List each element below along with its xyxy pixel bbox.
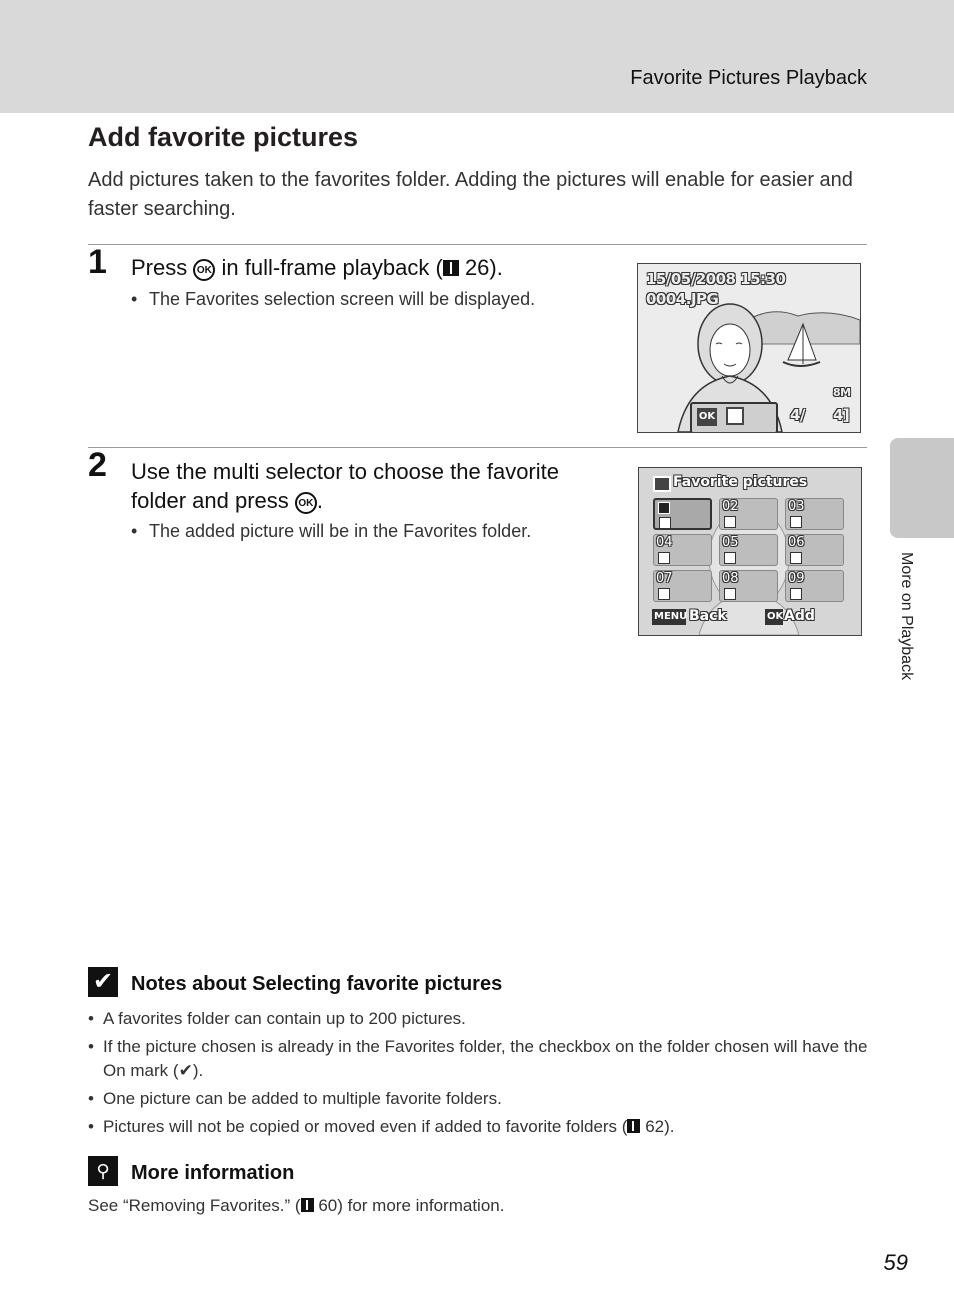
folder-tile-04[interactable] xyxy=(653,534,712,566)
frame-counter-current: 4/ xyxy=(790,406,805,424)
notes-title: Notes about Selecting favorite pictures xyxy=(131,973,503,995)
note-bullet-text xyxy=(103,1115,868,1139)
folder-number: 04 xyxy=(656,535,673,550)
more-info-ref-page: 60 xyxy=(318,1196,338,1215)
more-info-text xyxy=(88,1196,504,1216)
step-2-text-line2: folder and press xyxy=(131,488,289,513)
folder-number: 08 xyxy=(722,571,739,586)
folder-checkbox xyxy=(659,517,671,529)
note-bullet: • Pictures will not be copied or moved even if added to favorite folders ( 62). xyxy=(88,1115,868,1139)
folder-checkbox xyxy=(724,552,736,564)
folder-tile-08[interactable] xyxy=(719,570,778,602)
book-reference-icon xyxy=(301,1198,314,1212)
folder-tile-03[interactable] xyxy=(785,498,844,530)
note-bullet-text: One picture can be added to multiple favorite folders. xyxy=(103,1089,502,1108)
folder-number: 05 xyxy=(722,535,739,550)
folder-number: 06 xyxy=(788,535,805,550)
folder-tile-07[interactable] xyxy=(653,570,712,602)
screen-title: Favorite pictures xyxy=(673,474,808,490)
folder-checkbox xyxy=(790,588,802,600)
book-reference-icon xyxy=(443,260,459,276)
playback-screen xyxy=(637,263,861,433)
note-bullet-text xyxy=(103,1035,868,1083)
step-1-text-after: ). xyxy=(489,255,503,280)
note-bullet: • If the picture chosen is already in the Favorites folder, the checkbox on the folder chosen will have the On mark (✔). xyxy=(88,1035,868,1083)
note-bullet-text: A favorites folder can contain up to 200 pictures. xyxy=(103,1009,466,1028)
folder-tile-06[interactable] xyxy=(785,534,844,566)
divider xyxy=(88,447,867,448)
note-bullet-4-suffix: ). xyxy=(664,1117,675,1136)
folder-checkbox xyxy=(658,588,670,600)
folder-checkbox xyxy=(724,588,736,600)
folder-tile-02[interactable] xyxy=(719,498,778,530)
filename: 0004.JPG xyxy=(646,290,719,308)
magnifier-icon: ⚲ xyxy=(88,1156,118,1186)
step-1-ref-page: 26 xyxy=(464,255,490,280)
step-2-number: 2 xyxy=(88,446,107,484)
favorites-screen xyxy=(638,467,862,636)
folder-checkbox xyxy=(658,552,670,564)
step-2-bullet-text: The added picture will be in the Favorites folder. xyxy=(149,521,532,541)
folder-number: 02 xyxy=(722,499,739,514)
step-2-text-after: . xyxy=(316,488,324,513)
folder-tile-01[interactable] xyxy=(653,498,712,530)
step-1-text xyxy=(131,253,503,282)
checkmark-icon: ✔ xyxy=(178,1061,193,1080)
back-label: Back xyxy=(689,608,727,624)
ok-button-icon: OK xyxy=(193,259,215,281)
selected-marker-icon xyxy=(658,502,670,514)
intro-paragraph: Add pictures taken to the favorites folder. Adding the pictures will enable for easier and faster searching. xyxy=(88,169,853,220)
more-info-text-after: ) for more information. xyxy=(337,1196,505,1215)
ok-badge: OK xyxy=(765,609,783,625)
folder-checkbox xyxy=(790,516,802,528)
step-2-text-line1: Use the multi selector to choose the favorite xyxy=(131,459,559,484)
step-2-bullet: • The added picture will be in the Favorites folder. xyxy=(131,521,532,541)
step-1-bullet: • The Favorites selection screen will be displayed. xyxy=(131,289,536,309)
checkmark-icon: ✔ xyxy=(88,967,118,997)
ok-favorite-guide xyxy=(690,402,778,433)
step-1-text-before: Press xyxy=(131,255,188,280)
folder-tile-09[interactable] xyxy=(785,570,844,602)
folder-checkbox xyxy=(790,552,802,564)
note-bullet-4-text: Pictures will not be copied or moved even if added to favorite folders ( xyxy=(103,1117,628,1136)
step-1-number: 1 xyxy=(88,243,107,281)
chapter-label: More on Playback xyxy=(898,552,915,681)
page-title: Add favorite pictures xyxy=(88,122,359,152)
book-reference-icon xyxy=(627,1119,640,1133)
step-1-text-middle: in full-frame playback ( xyxy=(221,255,443,280)
folder-number: 03 xyxy=(788,499,805,514)
add-label: Add xyxy=(784,608,815,624)
folder-checkbox xyxy=(724,516,736,528)
header-band xyxy=(0,0,954,113)
page-number: 59 xyxy=(883,1250,908,1275)
folder-number: 07 xyxy=(656,571,673,586)
chapter-tab xyxy=(890,438,954,538)
ok-icon: OK xyxy=(697,408,717,426)
date-time: 15/05/2008 15:30 xyxy=(646,270,786,288)
image-size-icon: 8M xyxy=(833,386,851,399)
note-bullet-4-ref: 62 xyxy=(645,1117,665,1136)
more-info-text-before: See “Removing Favorites.” ( xyxy=(88,1196,301,1215)
frame-counter-total: 4] xyxy=(833,406,850,424)
favorites-folder-icon xyxy=(653,476,671,492)
note-bullet-2-text: If the picture chosen is already in the Favorites folder, the checkbox on the folder chosen will have the On mark ( xyxy=(103,1037,868,1080)
divider xyxy=(88,244,867,245)
step-1-bullet-text: The Favorites selection screen will be displayed. xyxy=(149,289,536,309)
note-bullet: • A favorites folder can contain up to 200 pictures. xyxy=(88,1007,868,1031)
folder-number: 09 xyxy=(788,571,805,586)
favorite-folder-icon xyxy=(726,407,744,425)
more-info-title: More information xyxy=(131,1162,295,1184)
folder-tile-05[interactable] xyxy=(719,534,778,566)
menu-badge: MENU xyxy=(652,609,686,625)
step-2-text xyxy=(131,457,559,515)
note-bullet: • One picture can be added to multiple favorite folders. xyxy=(88,1087,868,1111)
ok-button-icon: OK xyxy=(295,492,317,514)
note-bullet-2-suffix: ). xyxy=(192,1061,204,1080)
section-title: Favorite Pictures Playback xyxy=(630,67,867,89)
